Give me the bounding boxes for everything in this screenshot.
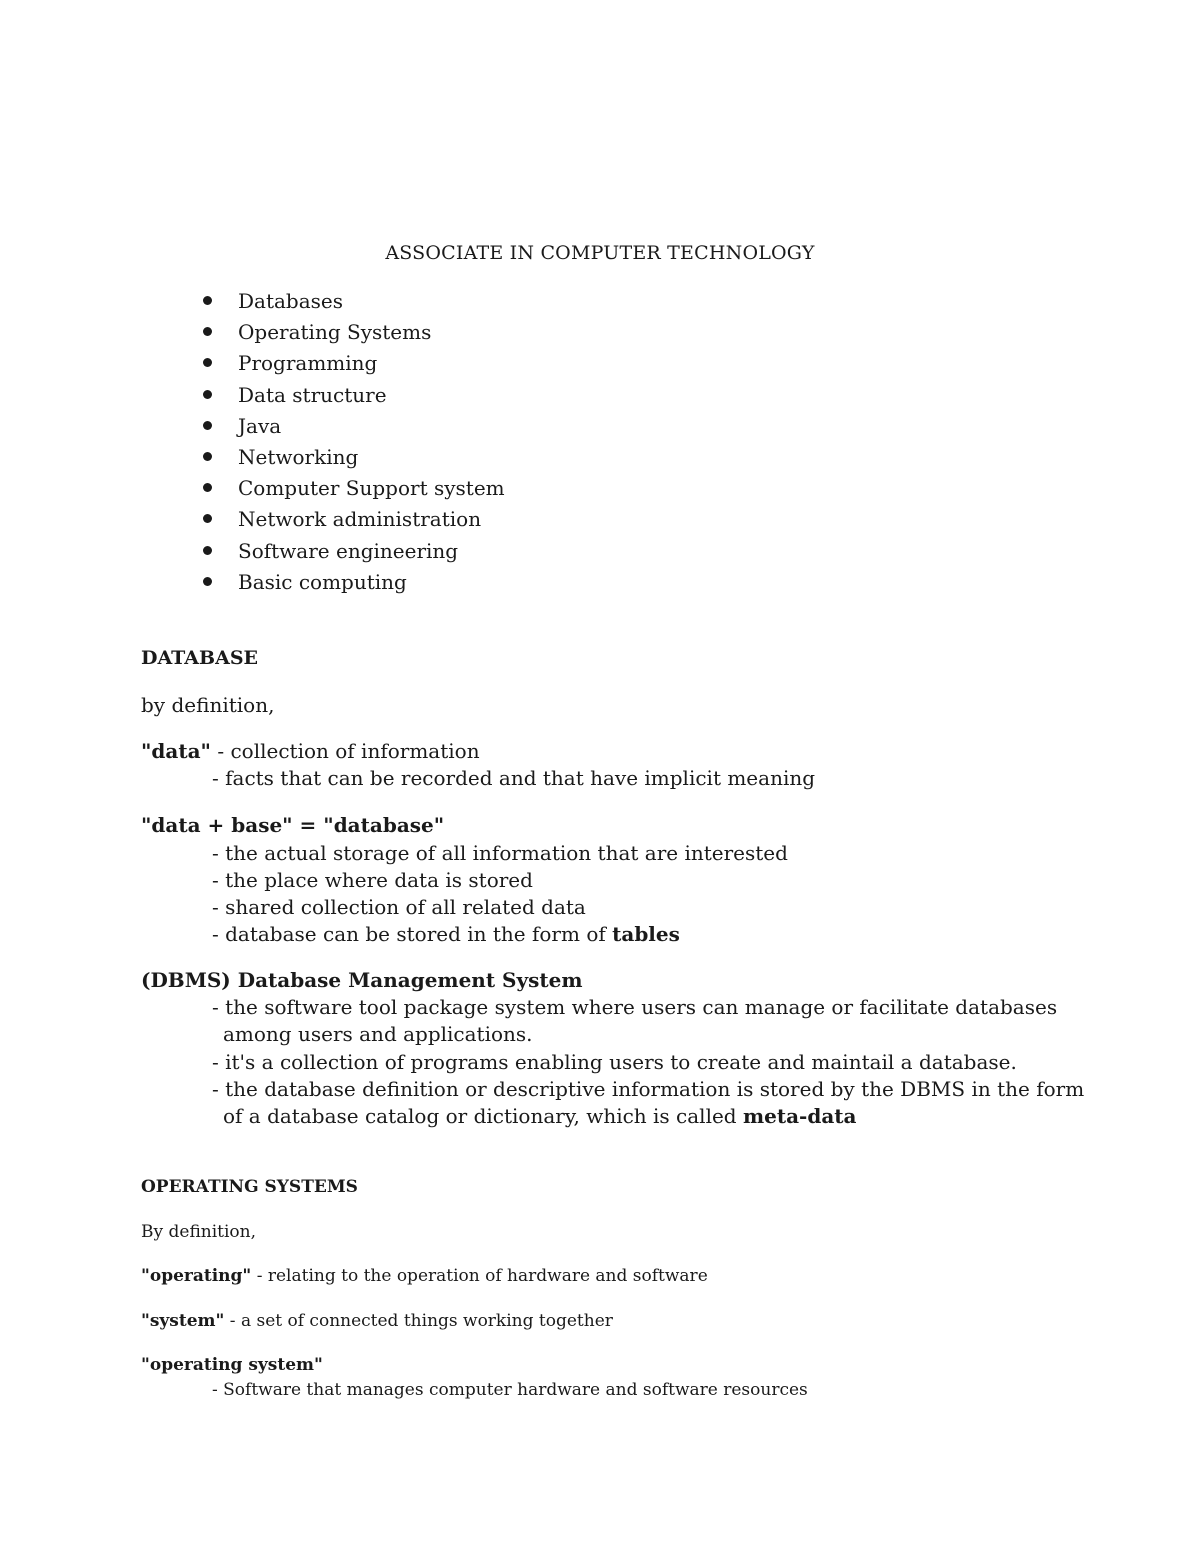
data-term: "data" [141,739,211,763]
dbms-heading: (DBMS) Database Management System [141,968,583,992]
database-def-4: - database can be stored in the form of tables [212,922,680,946]
list-item: Software engineering [200,538,505,569]
database-heading: DATABASE [141,647,259,669]
os-term: "operating system" [141,1355,323,1375]
database-def-3: - shared collection of all related data [212,895,586,919]
list-item: Basic computing [200,569,505,600]
database-by-definition: by definition, [141,693,275,717]
bullet-icon [203,390,212,399]
os-heading: OPERATING SYSTEMS [141,1177,358,1197]
list-item: Programming [200,350,505,381]
system-definition: "system" - a set of connected things working together [141,1311,613,1331]
database-def-1: - the actual storage of all information that are interested [212,841,788,865]
dbms-def-1b: among users and applications. [223,1022,533,1046]
dbms-def-3a: - the database definition or descriptive information is stored by the DBMS in the form [212,1077,1085,1101]
os-definition: - Software that manages computer hardware and software resources [212,1380,808,1400]
list-item: Java [200,413,505,444]
topic-list [200,288,505,600]
os-by-definition: By definition, [141,1222,257,1242]
bullet-icon [203,358,212,367]
data-definition: "data" - collection of information [141,739,480,763]
list-item: Computer Support system [200,475,505,506]
database-term: "data + base" = "database" [141,813,445,837]
list-item: Databases [200,288,505,319]
database-def-2: - the place where data is stored [212,868,533,892]
bullet-icon [203,296,212,305]
bullet-icon [203,577,212,586]
bullet-icon [203,546,212,555]
dbms-def-3b: of a database catalog or dictionary, which is called meta-data [223,1104,857,1128]
operating-definition: "operating" - relating to the operation of hardware and software [141,1266,708,1286]
bullet-icon [203,421,212,430]
dbms-def-1a: - the software tool package system where users can manage or facilitate databases [212,995,1058,1019]
bullet-icon [203,327,212,336]
dbms-def-2: - it's a collection of programs enabling users to create and maintail a database. [212,1050,1017,1074]
data-definition-2: - facts that can be recorded and that have implicit meaning [212,766,816,790]
list-item: Networking [200,444,505,475]
list-item: Operating Systems [200,319,505,350]
bullet-icon [203,483,212,492]
list-item: Network administration [200,506,505,537]
page-title: ASSOCIATE IN COMPUTER TECHNOLOGY [385,242,815,264]
bullet-icon [203,514,212,523]
list-item: Data structure [200,382,505,413]
bullet-icon [203,452,212,461]
